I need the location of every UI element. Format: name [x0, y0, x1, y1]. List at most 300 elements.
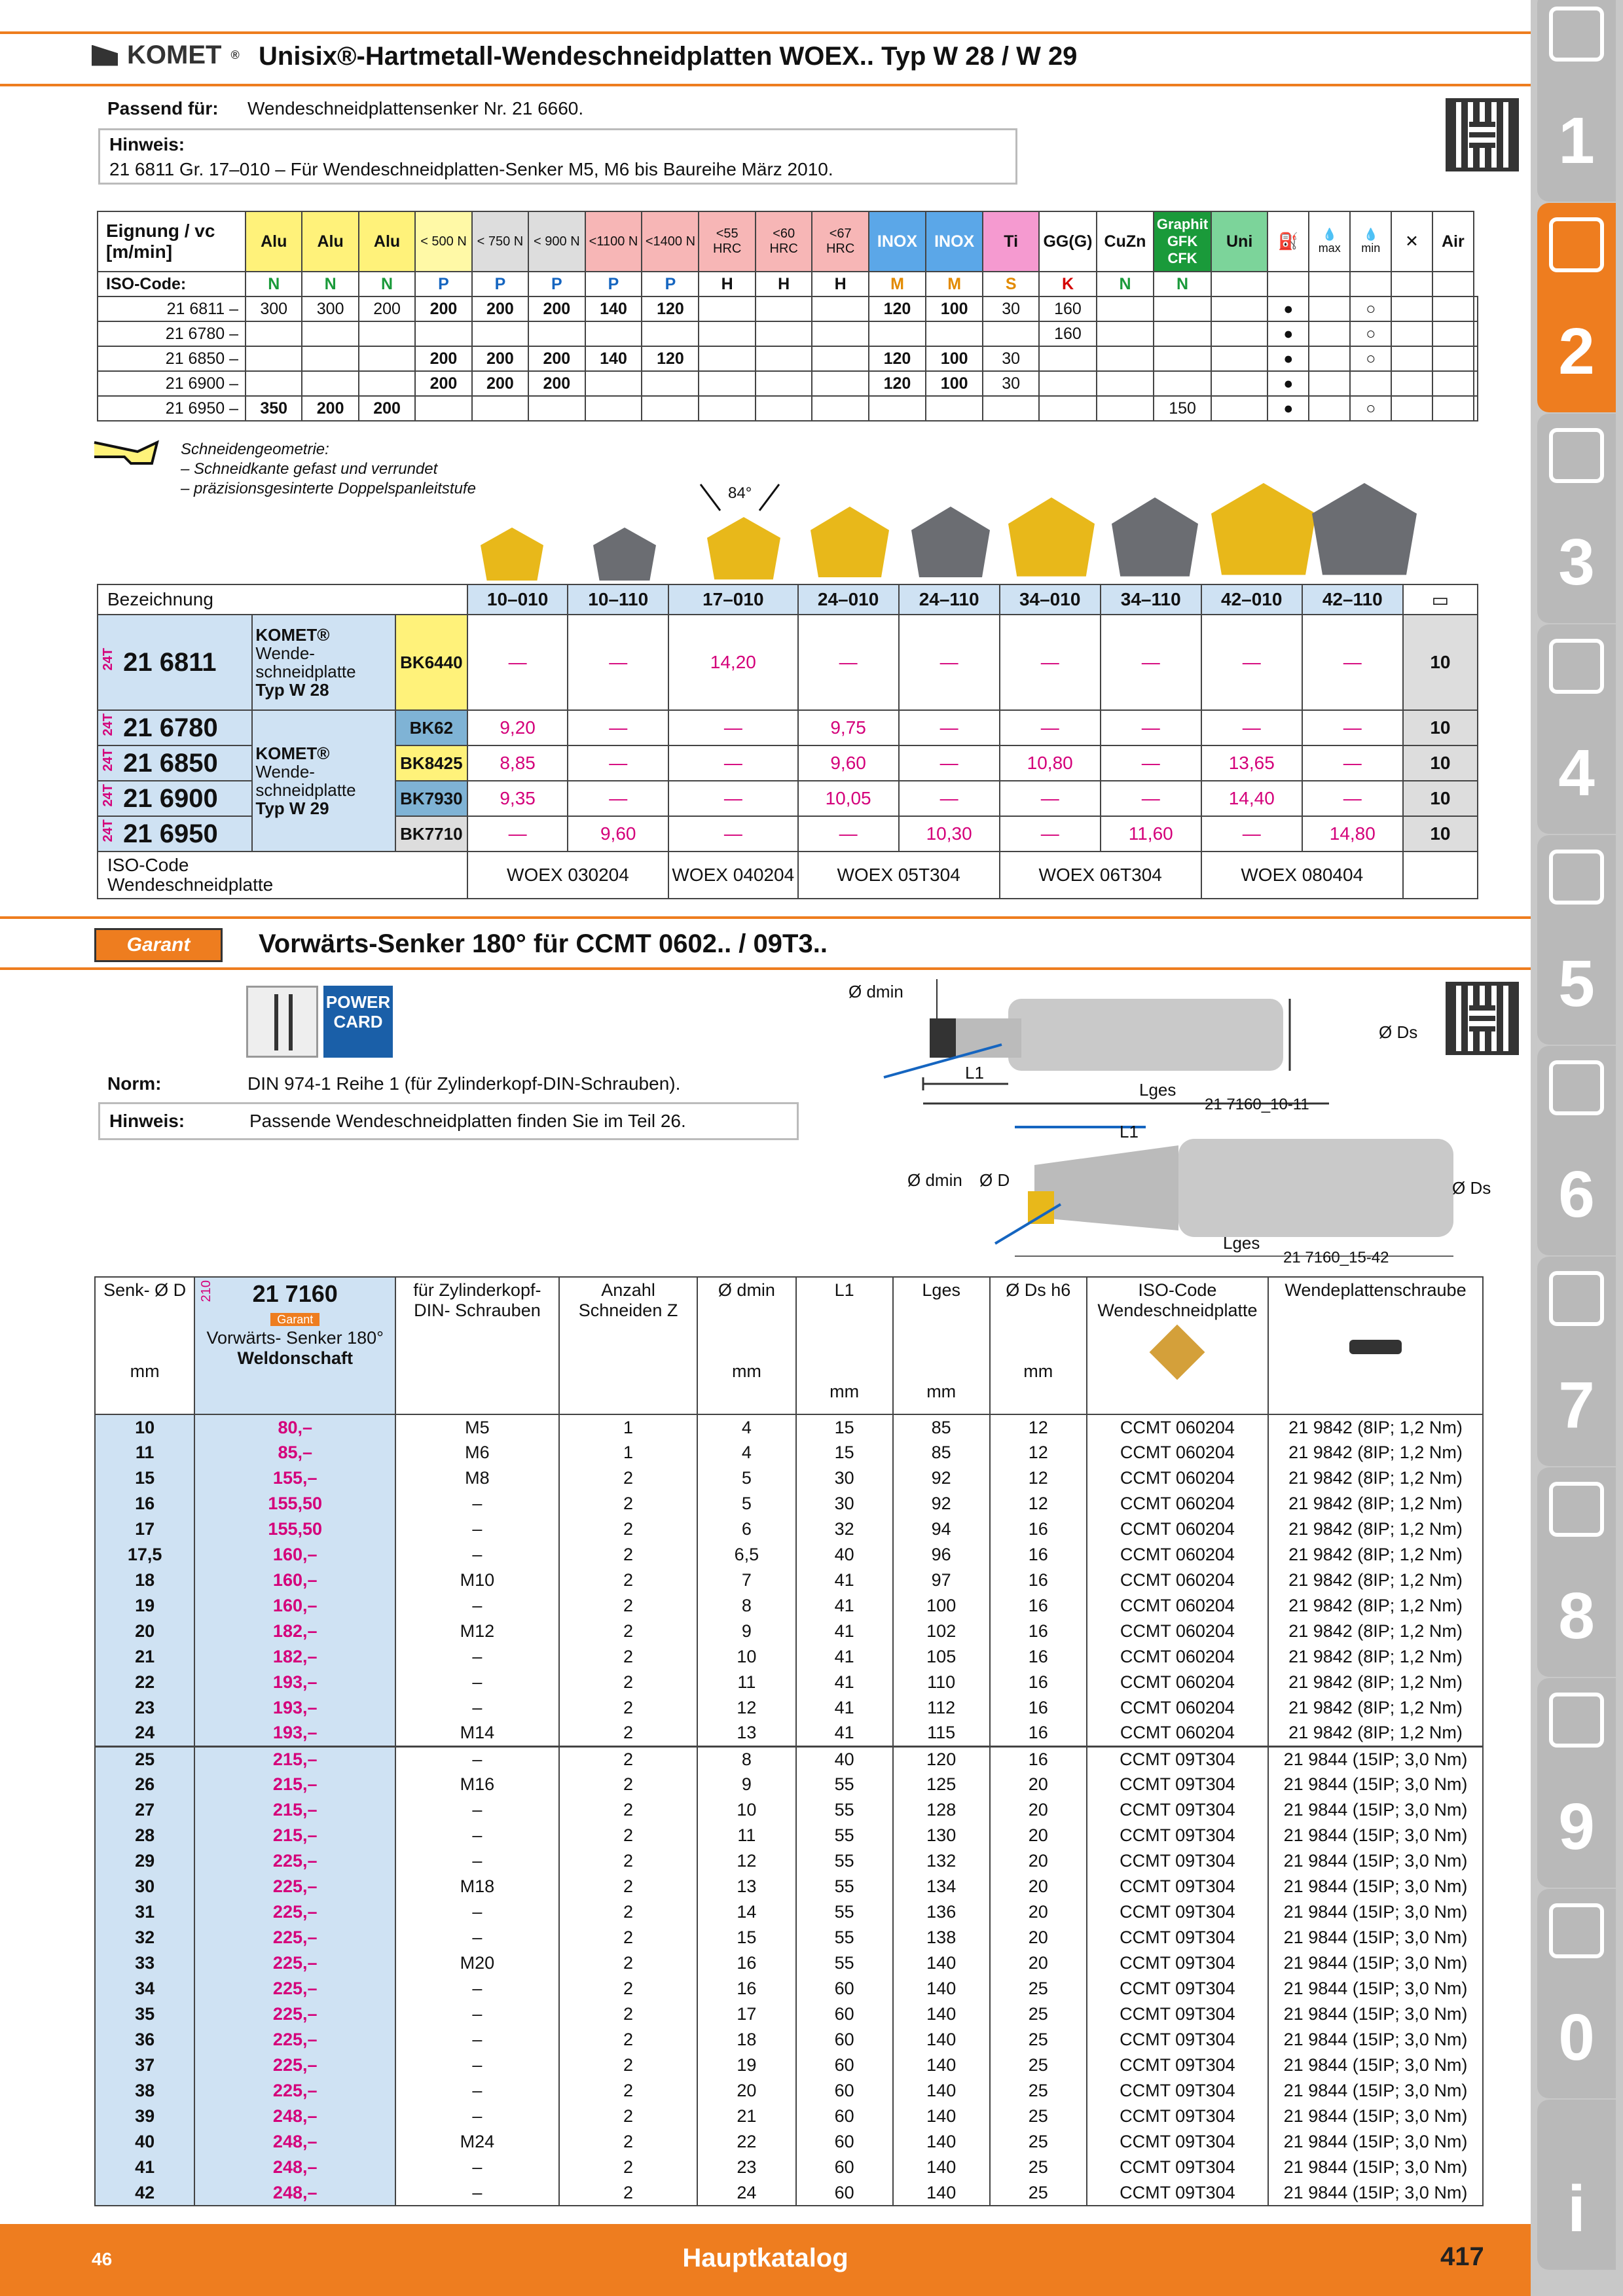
senker-cell: 12 — [697, 1848, 795, 1874]
senker-cell: M6 — [395, 1440, 559, 1465]
geometry-text: Schneidengeometrie: – Schneidkante gefast und verrundet – präzisionsgesinterte Doppelspanleitstufe — [181, 440, 476, 497]
senker-cell: 225,– — [194, 1874, 395, 1899]
table-row — [95, 1644, 1483, 1670]
iso-cell: N — [1154, 272, 1211, 296]
table-row — [95, 1670, 1483, 1695]
senker-cell: 6 — [697, 1516, 795, 1542]
eig-cell: 140 — [585, 346, 642, 371]
eig-cell: 200 — [359, 396, 415, 421]
senker-cell: – — [395, 1848, 559, 1874]
eig-cell: 200 — [359, 296, 415, 321]
price-cell: 13,65 — [1201, 745, 1302, 781]
eig-cell — [756, 321, 812, 346]
senker-cell: 20 — [990, 1899, 1087, 1925]
eig-cell: 200 — [472, 346, 528, 371]
senker-cell: 11 — [95, 1440, 194, 1465]
price-cell: 10,05 — [798, 781, 899, 816]
senker-cell: M12 — [395, 1619, 559, 1644]
price-cell: — — [568, 745, 668, 781]
h-screw: Wendeplattenschraube — [1268, 1277, 1483, 1414]
senker-cell: 140 — [893, 2053, 990, 2078]
eig-cell — [699, 321, 755, 346]
senker-cell: 225,– — [194, 1899, 395, 1925]
eig-cell — [1350, 371, 1391, 396]
senker-cell: 182,– — [194, 1619, 395, 1644]
senker-cell: 23 — [697, 2155, 795, 2180]
senker-cell: CCMT 060204 — [1087, 1593, 1268, 1619]
price-cell: 11,60 — [1101, 816, 1201, 852]
price-cell: 14,40 — [1201, 781, 1302, 816]
eig-cell: 100 — [926, 296, 983, 321]
eig-code: 21 6780 – — [98, 321, 246, 346]
price-cell: 9,20 — [467, 710, 568, 745]
price-cell: 9,60 — [568, 816, 668, 852]
eig-cell — [642, 396, 699, 421]
angle-mark — [694, 478, 786, 517]
senker-cell: 60 — [796, 2078, 893, 2104]
eig-cell — [756, 296, 812, 321]
senker-cell: – — [395, 1516, 559, 1542]
side-tab-i[interactable] — [1537, 2100, 1616, 2270]
table-row — [95, 1542, 1483, 1568]
eig-cell — [812, 396, 868, 421]
section2-rule-top — [0, 916, 1531, 919]
table-row — [95, 1925, 1483, 1950]
senker-cell: 2 — [559, 2078, 698, 2104]
table-row — [95, 1440, 1483, 1465]
price-cell: — — [1000, 615, 1101, 710]
senker-cell: 20 — [990, 1848, 1087, 1874]
senker-cell: 8 — [697, 1746, 795, 1772]
table-row — [95, 1823, 1483, 1848]
eig-cell — [1474, 396, 1478, 421]
senker-cell: CCMT 060204 — [1087, 1414, 1268, 1440]
senker-cell: 140 — [893, 2078, 990, 2104]
senker-cell: CCMT 060204 — [1087, 1440, 1268, 1465]
norm-label: Norm: — [107, 1073, 162, 1094]
diagram-ref-2: 21 7160_15-42 — [1283, 1249, 1389, 1266]
table-row — [95, 2027, 1483, 2053]
price-cell: — — [668, 745, 798, 781]
price-cell: — — [1101, 710, 1201, 745]
senker-cell: – — [395, 2027, 559, 2053]
senker-cell: 115 — [893, 1721, 990, 1746]
eig-cell — [1391, 321, 1432, 346]
iso-cell: P — [642, 272, 699, 296]
eig-cell — [756, 396, 812, 421]
senker-cell: 2 — [559, 1823, 698, 1848]
eig-cell: 200 — [302, 396, 358, 421]
price-cell: 9,75 — [798, 710, 899, 745]
h-article: 210 21 7160 Garant Vorwärts- Senker 180° Weldonschaft — [194, 1277, 395, 1414]
senker-cell: CCMT 09T304 — [1087, 2104, 1268, 2129]
side-tab-number: 5 — [1558, 947, 1595, 1020]
senker-cell: 20 — [990, 1950, 1087, 1976]
senker-cell: – — [395, 2104, 559, 2129]
eig-cell: 300 — [246, 296, 302, 321]
insert-grey-small-icon — [593, 528, 656, 586]
iso-cell: P — [528, 272, 585, 296]
senker-cell: 12 — [697, 1695, 795, 1721]
table-row — [95, 1772, 1483, 1797]
senker-cell: 21 9842 (8IP; 1,2 Nm) — [1268, 1491, 1483, 1516]
senker-cell: 41 — [796, 1670, 893, 1695]
senker-cell: 85 — [893, 1440, 990, 1465]
senker-cell: 35 — [95, 2001, 194, 2027]
senker-cell: 15 — [796, 1414, 893, 1440]
eig-cell — [1211, 296, 1267, 321]
iso-code-cell: WOEX 06T304 — [1000, 852, 1201, 899]
iso-cell: N — [359, 272, 415, 296]
senker-cell: 134 — [893, 1874, 990, 1899]
table-row — [95, 2129, 1483, 2155]
price-cell: — — [1302, 781, 1403, 816]
qr-code-icon[interactable] — [1446, 98, 1519, 171]
senker-cell: CCMT 09T304 — [1087, 2078, 1268, 2104]
senker-cell: 24 — [697, 2180, 795, 2206]
senker-cell: 60 — [796, 2053, 893, 2078]
senker-cell: 140 — [893, 2027, 990, 2053]
senker-cell: 18 — [95, 1568, 194, 1593]
bez-col: 24–110 — [899, 584, 1000, 615]
senker-cell: CCMT 09T304 — [1087, 1746, 1268, 1772]
price-cell: — — [798, 816, 899, 852]
senker-cell: 225,– — [194, 1925, 395, 1950]
senker-cell: 2 — [559, 1695, 698, 1721]
senker-cell: 225,– — [194, 2001, 395, 2027]
price-cell: — — [668, 781, 798, 816]
geometry-icon — [92, 437, 164, 470]
price-cell: — — [1201, 615, 1302, 710]
senker-cell: – — [395, 2053, 559, 2078]
eig-cell — [1474, 321, 1478, 346]
table-row — [95, 1746, 1483, 1772]
senker-cell: 13 — [697, 1721, 795, 1746]
table-row — [95, 1414, 1483, 1440]
mat-inox1: INOX — [869, 211, 926, 272]
senker-cell: 11 — [697, 1670, 795, 1695]
senker-cell: 24 — [95, 1721, 194, 1746]
senker-cell: 17 — [95, 1516, 194, 1542]
price-cell: 8,85 — [467, 745, 568, 781]
category-icon — [1549, 1903, 1604, 1958]
senker-cell: 96 — [893, 1542, 990, 1568]
eig-cell: 120 — [869, 296, 926, 321]
eig-cell — [1309, 371, 1350, 396]
side-tab-1[interactable] — [1537, 0, 1616, 202]
eig-cell: 200 — [528, 371, 585, 396]
price-cell: — — [1101, 745, 1201, 781]
senker-cell: 110 — [893, 1670, 990, 1695]
ds-label-2: Ø Ds — [1452, 1178, 1491, 1198]
senker-cell: 39 — [95, 2104, 194, 2129]
senker-cell: 21 9844 (15IP; 3,0 Nm) — [1268, 1772, 1483, 1797]
page-title: Unisix®-Hartmetall-Wendeschneidplatten WOEX.. Typ W 28 / W 29 — [259, 42, 1078, 71]
table-row — [95, 2155, 1483, 2180]
eig-cell: 140 — [585, 296, 642, 321]
senker-cell: 21 9842 (8IP; 1,2 Nm) — [1268, 1516, 1483, 1542]
senker-cell: 22 — [697, 2129, 795, 2155]
price-cell: — — [899, 710, 1000, 745]
senker-cell: CCMT 060204 — [1087, 1568, 1268, 1593]
iso-cell: K — [1039, 272, 1097, 296]
senker-cell: 55 — [796, 1874, 893, 1899]
senker-cell: 21 9844 (15IP; 3,0 Nm) — [1268, 1848, 1483, 1874]
senker-cell: 8 — [697, 1593, 795, 1619]
senker-cell: 100 — [893, 1593, 990, 1619]
senker-cell: 248,– — [194, 2155, 395, 2180]
senker-cell: CCMT 09T304 — [1087, 1848, 1268, 1874]
senker-cell: 155,50 — [194, 1516, 395, 1542]
norm-value: DIN 974-1 Reihe 1 (für Zylinderkopf-DIN-Schrauben). — [247, 1073, 681, 1094]
side-tab-5[interactable] — [1537, 835, 1616, 1045]
side-tab-9[interactable] — [1537, 1678, 1616, 1888]
eig-cell: 150 — [1154, 396, 1211, 421]
senker-cell: 20 — [990, 1925, 1087, 1950]
table-row — [95, 1721, 1483, 1746]
senker-cell: 38 — [95, 2078, 194, 2104]
eig-cell: ○ — [1350, 346, 1391, 371]
senker-cell: 21 9844 (15IP; 3,0 Nm) — [1268, 1823, 1483, 1848]
senker-cell: 21 9844 (15IP; 3,0 Nm) — [1268, 2078, 1483, 2104]
header-rule-bottom — [0, 84, 1531, 86]
senker-cell: 2 — [559, 1593, 698, 1619]
senker-cell: 27 — [95, 1797, 194, 1823]
tool-diagram-large — [917, 1126, 1480, 1257]
senker-cell: 40 — [796, 1746, 893, 1772]
table-row — [95, 1797, 1483, 1823]
senker-cell: 21 9844 (15IP; 3,0 Nm) — [1268, 2180, 1483, 2206]
eig-cell — [1391, 396, 1432, 421]
senker-cell: 15 — [95, 1465, 194, 1491]
insert-grey-large-icon — [1312, 483, 1417, 585]
senker-cell: 21 9844 (15IP; 3,0 Nm) — [1268, 1976, 1483, 2001]
eig-cell — [1097, 346, 1154, 371]
senker-cell: 18 — [697, 2027, 795, 2053]
senker-cell: CCMT 09T304 — [1087, 2001, 1268, 2027]
pack-icon: ▭ — [1403, 584, 1478, 615]
senker-cell: 41 — [796, 1721, 893, 1746]
senker-cell: – — [395, 2180, 559, 2206]
eig-code: 21 6811 – — [98, 296, 246, 321]
eig-cell: 120 — [869, 371, 926, 396]
senker-cell: 140 — [893, 1976, 990, 2001]
senker-cell: 25 — [990, 2104, 1087, 2129]
h-lges: Lges mm — [893, 1277, 990, 1414]
iso-cell: N — [246, 272, 302, 296]
senker-cell: 21 9844 (15IP; 3,0 Nm) — [1268, 1797, 1483, 1823]
eig-cell — [1432, 296, 1474, 321]
side-tab-4[interactable] — [1537, 624, 1616, 834]
price-cell: — — [899, 745, 1000, 781]
mat-steel4: <1100 N — [585, 211, 642, 272]
bez-desc-w28: KOMET® Wende- schneidplatte Typ W 28 — [252, 615, 395, 710]
garant-logo: Garant — [94, 928, 223, 962]
senker-cell: – — [395, 1670, 559, 1695]
senker-cell: 25 — [990, 2155, 1087, 2180]
senker-cell: 25 — [990, 2027, 1087, 2053]
senker-cell: 42 — [95, 2180, 194, 2206]
senker-cell: 60 — [796, 2104, 893, 2129]
side-tab-7[interactable] — [1537, 1257, 1616, 1466]
senker-cell: 33 — [95, 1950, 194, 1976]
eig-cell — [359, 321, 415, 346]
bez-col: 42–110 — [1302, 584, 1403, 615]
insert-grey-icon — [911, 507, 990, 585]
category-icon — [1549, 1482, 1604, 1537]
eig-cell: 200 — [472, 296, 528, 321]
mat-inox2: INOX — [926, 211, 983, 272]
senker-cell: 160,– — [194, 1593, 395, 1619]
iso-wsp-label: ISO-Code Wendeschneidplatte — [98, 852, 467, 899]
eig-cell: 120 — [869, 346, 926, 371]
senker-cell: CCMT 060204 — [1087, 1465, 1268, 1491]
hinweis2-value: Passende Wendeschneidplatten finden Sie im Teil 26. — [249, 1111, 686, 1131]
mat-uni: Uni — [1211, 211, 1267, 272]
senker-cell: 9 — [697, 1619, 795, 1644]
senker-cell: 16 — [990, 1746, 1087, 1772]
mat-cuzn: CuZn — [1097, 211, 1154, 272]
table-row — [95, 1976, 1483, 2001]
price-cell: — — [568, 781, 668, 816]
eig-cell — [642, 371, 699, 396]
eig-code: 21 6950 – — [98, 396, 246, 421]
senker-cell: 16 — [990, 1670, 1087, 1695]
dmin-label-1: Ø dmin — [848, 982, 903, 1001]
table-row — [95, 1516, 1483, 1542]
senker-cell: 16 — [990, 1695, 1087, 1721]
dry-icon: ✕ — [1391, 211, 1432, 272]
senker-cell: 155,– — [194, 1465, 395, 1491]
side-tab-2[interactable] — [1537, 203, 1616, 412]
table-row — [95, 1491, 1483, 1516]
angle-label: 84° — [728, 484, 752, 502]
eig-cell — [983, 396, 1039, 421]
eig-cell: ● — [1267, 321, 1309, 346]
bez-col: 42–010 — [1201, 584, 1302, 615]
grade-cell: BK6440 — [395, 615, 467, 710]
senker-cell: 128 — [893, 1797, 990, 1823]
insert-yellow-icon — [811, 507, 889, 585]
side-tab-8[interactable] — [1537, 1467, 1616, 1677]
lges-label-1: Lges — [1139, 1080, 1176, 1100]
senker-cell: 225,– — [194, 1950, 395, 1976]
price-cell: 10,80 — [1000, 745, 1101, 781]
mat-steel5: <1400 N — [642, 211, 699, 272]
eig-cell: ● — [1267, 296, 1309, 321]
eig-cell — [812, 321, 868, 346]
page-number-right: 417 — [1440, 2242, 1484, 2271]
side-tab-0[interactable] — [1537, 1889, 1616, 2098]
iso-cell: N — [302, 272, 358, 296]
mat-alu1: Alu — [246, 211, 302, 272]
senker-cell: 16 — [990, 1516, 1087, 1542]
eig-cell: 200 — [415, 371, 471, 396]
senker-cell: 12 — [990, 1491, 1087, 1516]
senker-cell: 21 9844 (15IP; 3,0 Nm) — [1268, 2053, 1483, 2078]
insert-yellow-icon — [707, 517, 780, 586]
senker-cell: – — [395, 1823, 559, 1848]
table-row — [95, 2104, 1483, 2129]
pack-cell: 10 — [1403, 816, 1478, 852]
senker-cell: 21 9842 (8IP; 1,2 Nm) — [1268, 1721, 1483, 1746]
eig-cell — [983, 321, 1039, 346]
pack-cell: 10 — [1403, 710, 1478, 745]
h-senk: Senk- Ø D mm — [95, 1277, 194, 1414]
senker-cell: CCMT 060204 — [1087, 1619, 1268, 1644]
senker-cell: 20 — [697, 2078, 795, 2104]
eig-cell — [1309, 321, 1350, 346]
eignung-label: Eignung / vc [m/min] — [98, 211, 246, 272]
price-cell: — — [668, 710, 798, 745]
iso-code-cell: WOEX 030204 — [467, 852, 668, 899]
eig-cell — [869, 321, 926, 346]
eig-cell — [1432, 346, 1474, 371]
senker-cell: 21 9842 (8IP; 1,2 Nm) — [1268, 1542, 1483, 1568]
eig-cell — [585, 371, 642, 396]
senker-cell: 16 — [990, 1721, 1087, 1746]
iso-code-cell: WOEX 040204 — [668, 852, 798, 899]
iso-cell: P — [415, 272, 471, 296]
eig-cell — [528, 321, 585, 346]
mat-steel1: < 500 N — [415, 211, 471, 272]
bez-col: 17–010 — [668, 584, 798, 615]
table-row — [95, 2001, 1483, 2027]
bez-row-num: 24T 21 6900 — [98, 781, 252, 816]
senker-cell: 30 — [796, 1491, 893, 1516]
price-cell: — — [899, 615, 1000, 710]
eig-cell: 160 — [1039, 296, 1097, 321]
senker-cell: 21 9844 (15IP; 3,0 Nm) — [1268, 1874, 1483, 1899]
dmin-label-2: Ø dmin — [907, 1170, 962, 1190]
side-tab-6[interactable] — [1537, 1046, 1616, 1255]
iso-code-cell: WOEX 080404 — [1201, 852, 1403, 899]
insert-yellow-icon — [1008, 497, 1095, 585]
eig-cell — [472, 321, 528, 346]
bez-row-num: 24T 21 6850 — [98, 745, 252, 781]
hinweis-value: 21 6811 Gr. 17–010 – Für Wendeschneidplatten-Senker M5, M6 bis Baureihe März 2010. — [109, 159, 833, 179]
senker-cell: 2 — [559, 1797, 698, 1823]
footer-bar — [0, 2224, 1531, 2296]
category-icon — [1549, 1271, 1604, 1326]
senker-cell: CCMT 060204 — [1087, 1644, 1268, 1670]
table-row — [95, 2180, 1483, 2206]
senker-cell: 41 — [796, 1619, 893, 1644]
eig-cell: ● — [1267, 371, 1309, 396]
eig-cell: ○ — [1350, 296, 1391, 321]
grade-cell: BK7710 — [395, 816, 467, 852]
senker-cell: 1 — [559, 1440, 698, 1465]
eig-cell: 200 — [472, 371, 528, 396]
eig-cell — [699, 346, 755, 371]
side-tab-number: 7 — [1558, 1369, 1595, 1442]
side-tab-3[interactable] — [1537, 414, 1616, 623]
senker-cell: 55 — [796, 1823, 893, 1848]
senker-cell: 2 — [559, 1465, 698, 1491]
eig-cell — [812, 296, 868, 321]
price-cell: — — [668, 816, 798, 852]
eig-cell — [812, 371, 868, 396]
side-tab-number: 2 — [1558, 315, 1595, 388]
price-cell: — — [899, 781, 1000, 816]
senker-cell: 9 — [697, 1772, 795, 1797]
senker-cell: CCMT 09T304 — [1087, 2180, 1268, 2206]
senker-cell: 16 — [95, 1491, 194, 1516]
senker-cell: 102 — [893, 1619, 990, 1644]
category-icon — [1549, 639, 1604, 694]
table-row — [95, 1568, 1483, 1593]
eig-cell — [302, 346, 358, 371]
